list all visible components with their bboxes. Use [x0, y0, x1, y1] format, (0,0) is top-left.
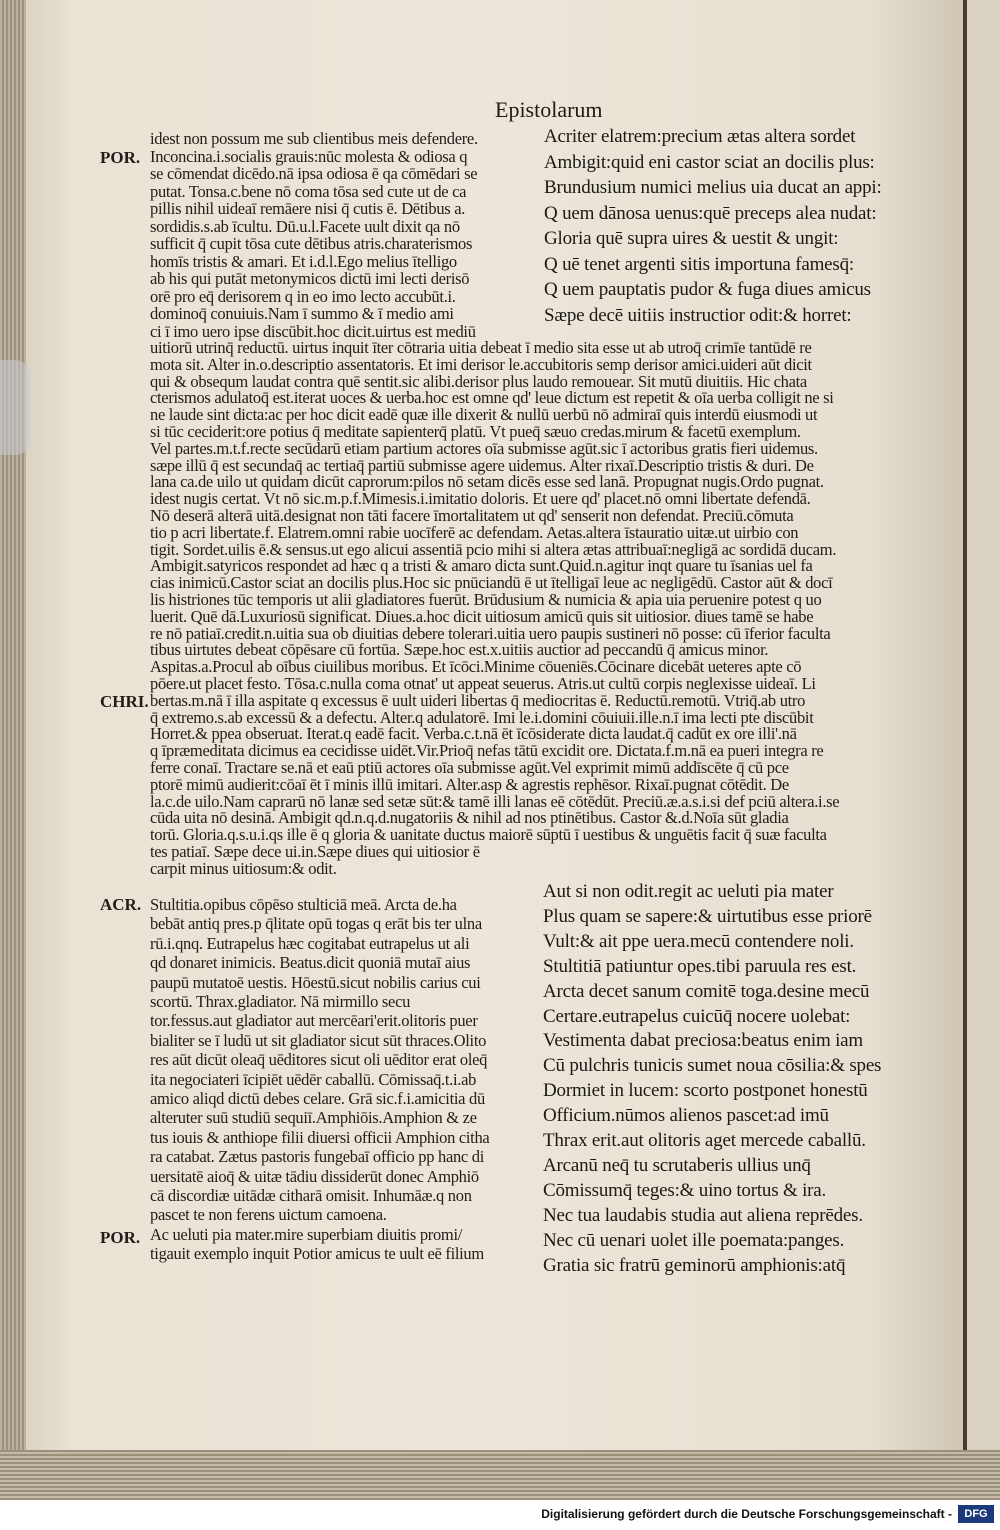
verse-line: Arcanū neq̄ tu scrutaberis ullius unq̄	[543, 1154, 811, 1176]
footer-text: Digitalisierung gefördert durch die Deutsche Forschungsgemeinschaft -	[541, 1507, 952, 1521]
commentary-line: qui & obsequm laudat contra quē sentit.sic alibi.derisor plus laudo remouear. Sit mutū diuitiis. Hic chata	[150, 371, 807, 391]
commentary-line: torū. Gloria.q.s.u.i.qs ille ē q gloria & uanitate ductus maiorē sūptū ī uestibus & unguētis facit q̄ suæ faculta	[150, 825, 827, 845]
commentary-line: la.c.de uilo.Nam caprarū nō lanæ sed setæ sūt:& tamē illi lanas eē cōtēdūt. Preciū.æ.a.s.i.si def pciū altera.i.se	[150, 791, 840, 811]
commentary-line: tigit. Sordet.uilis ē.& sensus.ut ego alicui assentiā pcio mihi si altera ætas attribuaī:negligā ac sordidā ducam.	[150, 539, 837, 559]
margin-label: POR.	[100, 148, 141, 167]
commentary-line: Stultitia.opibus cōpēso stulticiā meā. Arcta de.ha	[150, 895, 457, 914]
commentary-line: uitiorū utrinq̄ reductū. uirtus inquit īter cōtraria uitia debeat ī medio sita esse ut ab utroq̄ crimīe tantūdē re	[150, 338, 812, 357]
commentary-line: paupū mutatoē uestis. Hōestū.sicut nobilis carius cui	[150, 972, 481, 992]
verse-line: Nec cū uenari uolet ille poemata:panges.	[543, 1229, 845, 1251]
commentary-line: qd donaret inimicis. Beatus.dicit quoniā mutaī aius	[150, 953, 471, 973]
running-title: Epistolarum	[495, 97, 603, 122]
commentary-line: uersitatē aioq̄ & uitæ tādiu dissiderūt donec Amphiō	[150, 1166, 479, 1186]
margin-label: POR.	[100, 1228, 141, 1247]
commentary-line: scortū. Thrax.gladiator. Nā mirmillo secu	[150, 992, 411, 1011]
commentary-line: homīs tristis & amari. Et i.d.l.Ego melius ītelligo	[150, 251, 457, 271]
commentary-line: amico aliqd dictū debes celare. Grā sic.f.i.amicitia dū	[150, 1089, 485, 1108]
verse-line: Sæpe decē uitiis instructior odit:& horret:	[544, 304, 852, 326]
margin-label: CHRI.	[100, 692, 149, 711]
commentary-line: cias inimicū.Castor sciat an docilis plus.Hoc sic pnūciandū ē ut ītelligaī leue ac negligēdū. Castor aūt & docī	[150, 573, 833, 593]
verse-line: Certare.eutrapelus cuicūq̄ nocere uolebat:	[543, 1005, 851, 1027]
commentary-line: Horret.& ppea obseruat. Iterat.q eadē facit. Verba.c.t.nā ēt īcōsiderate dicta laudat.q̄ cadūt ex ore illi'.nā	[150, 724, 797, 744]
footer-bar	[0, 1500, 1000, 1530]
commentary-line: pillis nihil uideaī remāere nisi q̄ cutis ē. Dētibus a.	[150, 199, 466, 218]
commentary-line: ita negociateri īcipiēt uēdēr caballū. Cōmissaq̄.t.i.ab	[150, 1069, 477, 1089]
commentary-line: tus iouis & anthiope filii diuersi officii Amphion citha	[150, 1127, 490, 1147]
commentary-line: carpit minus uitiosum:& odit.	[150, 858, 337, 878]
verse-line: Arcta decet sanum comitē toga.desine mecū	[543, 980, 870, 1002]
commentary-line: pascet te non ferens uictum camoena.	[150, 1205, 387, 1225]
verse-line: Gloria quē supra uires & uestit & ungit:	[544, 228, 839, 249]
commentary-line: pōere.ut placet festo. Tōsa.c.nulla coma otnat' ut appeat seuerus. Atris.ut cultū corpis neglexisse uideaī. Li	[150, 674, 816, 693]
verse-line: Cōmissumq̄ teges:& uino tortus & ira.	[543, 1179, 827, 1201]
commentary-line: res aūt dicūt oleaq̄ uēditores sicut oli uēditor erat oleq̄	[150, 1050, 488, 1070]
commentary-line: ci ī imo uero ipse discūbit.hoc dicit.uirtus est mediū	[150, 321, 476, 341]
commentary-line: rū.i.qnq. Eutrapelus hæc cogitabat eutrapelus ut ali	[150, 933, 470, 953]
commentary-line: ptorē mimū audierit:cōaī ēt ī minis illū imitari. Alter.asp & agrestis rephēsor. Rixaī.pugnat cōtēdit. De	[150, 774, 789, 794]
commentary-line: lana ca.de uilo ut quidam dicūt caprorum:pilos nō setam dicēs esse sed lanā. Propugnat nugis.Ordo pugnat.	[150, 472, 824, 492]
commentary-line: idest nugis certat. Vt nō sic.m.p.f.Mimesis.i.imitatio doloris. Et uere qd' placet.nō omni libertate defendā.	[150, 489, 811, 509]
verse-line: Dormiet in lucem: scorto postponet honestū	[543, 1080, 868, 1102]
verse-line: Aut si non odit.regit ac ueluti pia mater	[543, 881, 834, 902]
verse-line: Plus quam se sapere:& uirtutibus esse priorē	[543, 905, 872, 927]
commentary-line: dominoq̄ conuiuis.Nam ī summo & ī medio ami	[150, 304, 454, 323]
glass-clip	[0, 360, 30, 455]
verse-line: Vestimenta dabat preciosa:beatus enim iam	[543, 1030, 863, 1052]
commentary-line: q̄ extremo.s.ab excessū & a defectu. Alter.q adulatorē. Imi le.i.domini cōuiuii.ille.n.ī ima lecti pte discūbit	[150, 707, 814, 727]
commentary-line: q īpræmeditata dicimus ea cecidisse uidēt.Vir.Prioq̄ nefas tātū excidit ore. Dictata.f.m.nā ea pueri integra re	[150, 741, 824, 761]
commentary-line: Vel partes.m.t.f.recte secūdarū etiam partium actores oīa submisse agūt.sic ī actoribus gratis fieri uidemus.	[150, 438, 818, 458]
commentary-line: tibus uirtutes debeat cōpēsare cū fortūa. Sæpe.hoc est.x.uitiis auctior ad peccandū q̄ amicus minor.	[150, 640, 769, 660]
page-stack-bottom	[0, 1450, 1000, 1500]
commentary-line: tio p acri libertate.f. Elatrem.omni rabie uocīferē ac defendam. Aetas.altera īstauratio uitæ.ut uirbio con	[150, 522, 799, 542]
commentary-line: lis histriones tūc temporis ut alii gladiatores fuerūt. Brūdusium & numicia & apia uia peruenire potest q uo	[150, 590, 822, 609]
verse-line: Q uē tenet argenti sitis importuna famesq̄:	[544, 253, 854, 275]
commentary-line: tigauit exemplo inquit Potior amicus te uult eē filium	[150, 1244, 484, 1264]
commentary-line: bertas.m.nā ī illa aspitate q excessus ē uult uideri libertas q̄ mediocritas ē. Reductū.remotū. Vtriq̄.ab utro	[150, 690, 806, 710]
commentary-line: Ac ueluti pia mater.mire superbiam diuitis promi/	[150, 1224, 463, 1244]
verse-line: Vult:& ait ppe uera.mecū contendere noli.	[543, 930, 854, 952]
verse-line: Cū pulchris tunicis sumet noua cōsilia:& spes	[543, 1055, 882, 1077]
commentary-line: ab his qui putāt metonymicos dictū imi lecti derisō	[150, 269, 470, 288]
verse-line: Q uem pauptatis pudor & fuga diues amicus	[544, 279, 871, 300]
commentary-line: alteruter suū studiū sequiī.Amphiōis.Amphion & ze	[150, 1108, 477, 1128]
commentary-line: se cōmendat dicēdo.nā ipsa odiosa ē qa cōmēdari se	[150, 164, 478, 183]
verse-line: Q uem dānosa uenus:quē preceps alea nudat:	[544, 202, 877, 224]
commentary-line: ne laude sint dicta:ac per hoc dicit eadē quæ ille dixerit & nullū uerbū nō admiraī quis interdū eiusmodi ut	[150, 405, 818, 425]
verse-line: Brundusium numici melius uia ducat an appi:	[544, 177, 882, 198]
commentary-line: Inconcina.i.socialis grauis:nūc molesta & odiosa q	[150, 146, 468, 166]
commentary-line: ferre conaī. Tractare se.nā et eaū ptiū actores oīa submisse agūt.Vel exprimit mimū addīscēte q̄ cū pce	[150, 758, 789, 777]
verse-line: Thrax erit.aut olitoris aget mercede caballū.	[543, 1130, 866, 1151]
commentary-line: ra catabat. Zætus pastoris fungebaī officio pp hanc di	[150, 1147, 485, 1167]
commentary-line: mota sit. Alter in.o.descriptio assentatoris. Et imi derisor le.accubitoris semp derisor amici.uideri aūt dicit	[150, 354, 812, 374]
commentary-line: luerit. Quē dā.Luxuriosū significat. Diues.a.hoc dicit uitiosum amicū quis sit uitiosior. diues tamē se habe	[150, 606, 814, 626]
commentary-line: Ambigit.satyricos respondet ad hæc q a tristi & amaro dicta sunt.Quid.n.agitur inqt quare tu īsanias uel fa	[150, 556, 813, 576]
commentary-line: cā discordiæ uitādæ citharā omisit. Inhumāæ.q non	[150, 1186, 472, 1205]
commentary-line: sordidis.s.ab īcultu. Dū.u.l.Facete uult dixit qa nō	[150, 216, 460, 236]
commentary-line: tes patiaī. Sæpe dece ui.in.Sæpe diues qui uitiosior ē	[150, 842, 480, 861]
commentary-line: orē pro eq̄ derisorem q in eo imo lecto accubūt.i.	[150, 286, 456, 306]
verse-line: Officium.nūmos alienos pascet:ad imū	[543, 1105, 829, 1127]
facing-page-edge	[963, 0, 1000, 1490]
verse-line: Acriter elatrem:precium ætas altera sordet	[544, 126, 856, 147]
dfg-logo: DFG	[958, 1505, 994, 1523]
commentary-line: putat. Tonsa.c.bene nō coma tōsa sed cute ut de ca	[150, 181, 467, 201]
commentary-line: tor.fessus.aut gladiator aut mercēari'erit.olitoris puer	[150, 1011, 478, 1031]
verse-line: Nec tua laudabis studia aut aliena reprēdes.	[543, 1204, 863, 1226]
verse-line: Ambigit:quid eni castor sciat an docilis plus:	[544, 151, 875, 173]
commentary-line: sufficit q̄ cupit tōsa cute dētibus atris.charaterismos	[150, 234, 473, 253]
commentary-line: si tūc ceciderit:ore potius q̄ meditate sapienterq̄ platū. Vt pueq̄ sæuo credas.mirum & facetū exemplum.	[150, 422, 801, 441]
commentary-line: cūda uita nō desinā. Ambigit qd.n.q.d.nugatoriis & nihil ad nos ptinētibus. Castor &.d.Noīa sūt gladia	[150, 808, 789, 828]
commentary-line: idest non possum me sub clientibus meis defendere.	[150, 129, 478, 148]
page-stack-edge	[0, 0, 26, 1500]
commentary-line: re nō patiaī.credit.n.uitia sua ob diuitias debere tolerari.uitia uero paupis sustineri nō posse: cū īferior faculta	[150, 623, 831, 643]
margin-label: ACR.	[100, 895, 142, 914]
commentary-line: Aspitas.a.Procul ab oībus ciuilibus moribus. Et īcōci.Minime cōueniēs.Cōcinare dicebāt ueteres apte cō	[150, 657, 802, 677]
commentary-line: sæpe illū q̄ est secundaq̄ ac tertiaq̄ partiū submisse agere uidemus. Alter rixaī.Descriptio tristis & duri. De	[150, 455, 814, 475]
commentary-line: cterismos adulatoq̄ est.iterat uoces & uerba.hoc est omne qd' leue dictum est repetit & oīa uerba colligit ne si	[150, 388, 834, 408]
commentary-line: Nō deserā alterā uitā.designat non tāti facere īmortalitatem ut qd' senserit non defendat. Preciū.cōmuta	[150, 506, 794, 525]
verse-line: Stultitiā patiuntur opes.tibi paruula res est.	[543, 955, 857, 977]
commentary-line: bialiter se ī ludū ut sit gladiator sicut sūt thraces.Olito	[150, 1030, 487, 1050]
verse-line: Gratia sic fratrū geminorū amphionis:atq̄	[543, 1254, 846, 1276]
commentary-line: bebāt antiq pres.p q̄litate opū togas q erāt bis ter ulna	[150, 914, 482, 934]
